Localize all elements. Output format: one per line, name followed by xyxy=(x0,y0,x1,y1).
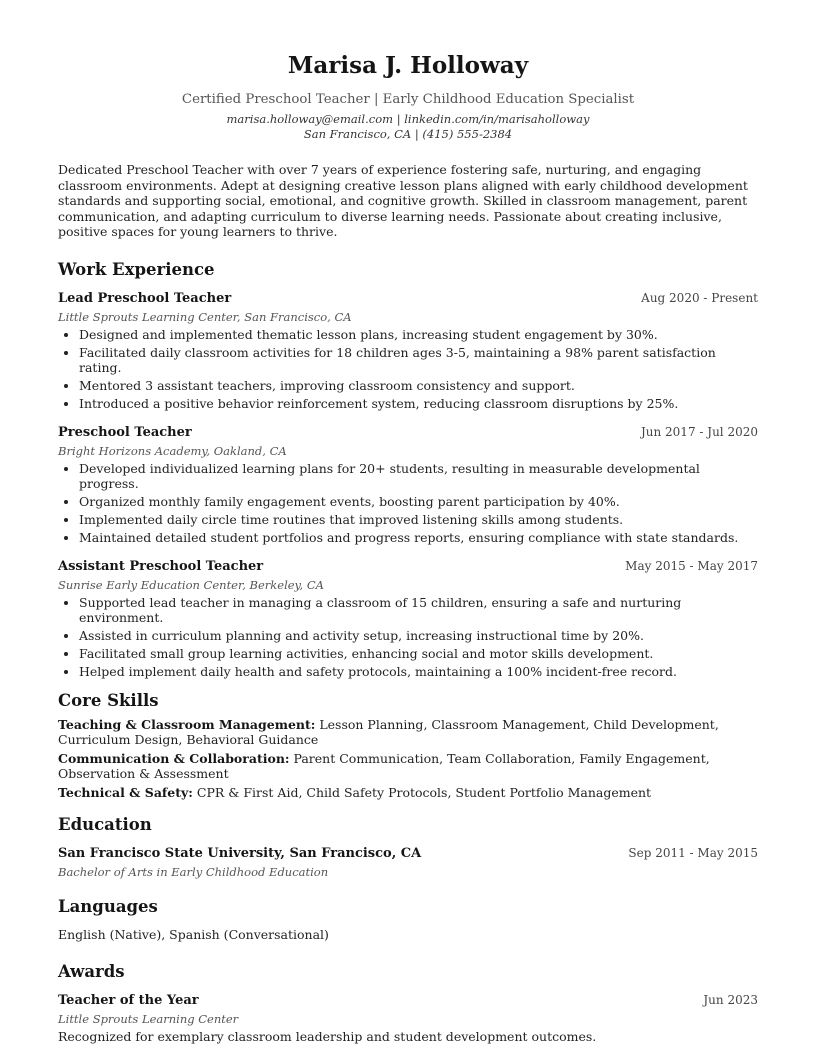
skill-group-label: Communication & Collaboration: xyxy=(58,750,290,766)
skill-group-values: CPR & First Aid, Child Safety Protocols, Student Portfolio Management xyxy=(192,784,652,800)
job-bullet-list xyxy=(58,595,758,679)
section-title-awards: Awards xyxy=(58,962,125,981)
job-dates: Aug 2020 - Present xyxy=(641,290,758,305)
job-bullet: • Developed individualized learning plans for 20+ students, resulting in measurable developmental progress. xyxy=(79,461,758,491)
section-title-core-skills: Core Skills xyxy=(58,690,159,710)
job-entry xyxy=(58,424,758,545)
job-title: Lead Preschool Teacher xyxy=(58,290,232,306)
degree: Bachelor of Arts in Early Childhood Education xyxy=(58,865,329,879)
job-organization: Bright Horizons Academy, Oakland, CA xyxy=(58,443,287,458)
contact-line-location-phone: San Francisco, CA | (415) 555-2384 xyxy=(303,127,513,141)
job-bullet-list xyxy=(58,461,758,545)
education-section xyxy=(58,814,758,880)
professional-summary: Dedicated Preschool Teacher with over 7 years of experience fostering safe, nurturing, and engaging classroom environments. Adept at designing creative lesson plans aligned with early childhood development standards and supporting social, emotional, and cognitive growth. Skilled in classroom management, parent communication, and adapting curriculum to diverse learning needs. Passionate about creating inclusive, positive spaces for young learners to thrive. xyxy=(58,162,748,239)
skill-group xyxy=(58,717,758,748)
job-bullet: • Mentored 3 assistant teachers, improving classroom consistency and support. xyxy=(79,378,758,393)
section-title-work-experience: Work Experience xyxy=(58,259,215,279)
education-dates: Sep 2011 - May 2015 xyxy=(628,846,758,860)
award-entry xyxy=(58,992,758,1045)
awards-section xyxy=(58,961,758,1045)
skill-group-label: Technical & Safety: xyxy=(58,784,193,800)
languages-section xyxy=(58,896,758,943)
skill-group-values: Lesson Planning, Classroom Management, Child Development, Curriculum Design, Behavioral Guidance xyxy=(58,716,719,747)
contact-line-email-linkedin: marisa.holloway@email.com | linkedin.com/in/marisaholloway xyxy=(226,112,590,126)
skill-group-label: Teaching & Classroom Management: xyxy=(58,716,316,732)
work-experience-section xyxy=(58,259,758,679)
resume-body xyxy=(58,162,758,1045)
job-bullet: • Assisted in curriculum planning and activity setup, increasing instructional time by 20%. xyxy=(79,628,758,643)
job-header xyxy=(58,424,758,441)
award-description: Recognized for exemplary classroom leadership and student development outcomes. xyxy=(58,1029,597,1044)
professional-title: Certified Preschool Teacher | Early Childhood Education Specialist xyxy=(181,92,635,107)
core-skills-section xyxy=(58,690,758,801)
section-title-education: Education xyxy=(58,815,152,834)
award-organization: Little Sprouts Learning Center xyxy=(58,1012,239,1026)
job-bullet: • Organized monthly family engagement events, boosting parent participation by 40%. xyxy=(79,494,758,509)
job-bullet: • Introduced a positive behavior reinforcement system, reducing classroom disruptions by 25%. xyxy=(79,396,758,411)
job-bullet: • Maintained detailed student portfolios and progress reports, ensuring compliance with state standards. xyxy=(79,530,758,545)
job-entry xyxy=(58,290,758,411)
job-bullet: • Helped implement daily health and safety protocols, maintaining a 100% incident-free record. xyxy=(79,664,758,679)
job-bullet: • Facilitated small group learning activities, enhancing social and motor skills development. xyxy=(79,646,758,661)
job-entry xyxy=(58,558,758,679)
award-date: Jun 2023 xyxy=(703,993,758,1007)
job-header xyxy=(58,558,758,575)
skill-group xyxy=(58,751,758,782)
school-name: San Francisco State University, San Francisco, CA xyxy=(58,846,422,861)
section-title-languages: Languages xyxy=(58,897,158,916)
job-organization: Little Sprouts Learning Center, San Francisco, CA xyxy=(58,309,352,324)
job-title: Preschool Teacher xyxy=(58,424,192,440)
job-bullet: • Designed and implemented thematic lesson plans, increasing student engagement by 30%. xyxy=(79,327,758,342)
skill-group xyxy=(58,785,758,801)
job-bullet-list xyxy=(58,327,758,411)
job-bullet: • Implemented daily circle time routines that improved listening skills among students. xyxy=(79,512,758,527)
languages-list: English (Native), Spanish (Conversational) xyxy=(58,927,329,942)
job-bullet: • Facilitated daily classroom activities for 18 children ages 3-5, maintaining a 98% parent satisfaction rating. xyxy=(79,345,758,375)
job-dates: Jun 2017 - Jul 2020 xyxy=(640,424,758,439)
education-header xyxy=(58,845,758,862)
job-bullet: • Supported lead teacher in managing a classroom of 15 children, ensuring a safe and nurturing environment. xyxy=(79,595,758,625)
job-organization: Sunrise Early Education Center, Berkeley, CA xyxy=(58,577,324,592)
job-dates: May 2015 - May 2017 xyxy=(625,558,758,573)
skill-group-values: Parent Communication, Team Collaboration, Family Engagement, Observation & Assessment xyxy=(58,750,710,781)
resume-header xyxy=(0,50,816,142)
job-header xyxy=(58,290,758,307)
skills-list xyxy=(58,717,758,801)
candidate-name: Marisa J. Holloway xyxy=(287,52,529,79)
education-entry xyxy=(58,845,758,880)
award-name: Teacher of the Year xyxy=(58,993,199,1008)
job-title: Assistant Preschool Teacher xyxy=(58,558,264,574)
award-header xyxy=(58,992,758,1009)
